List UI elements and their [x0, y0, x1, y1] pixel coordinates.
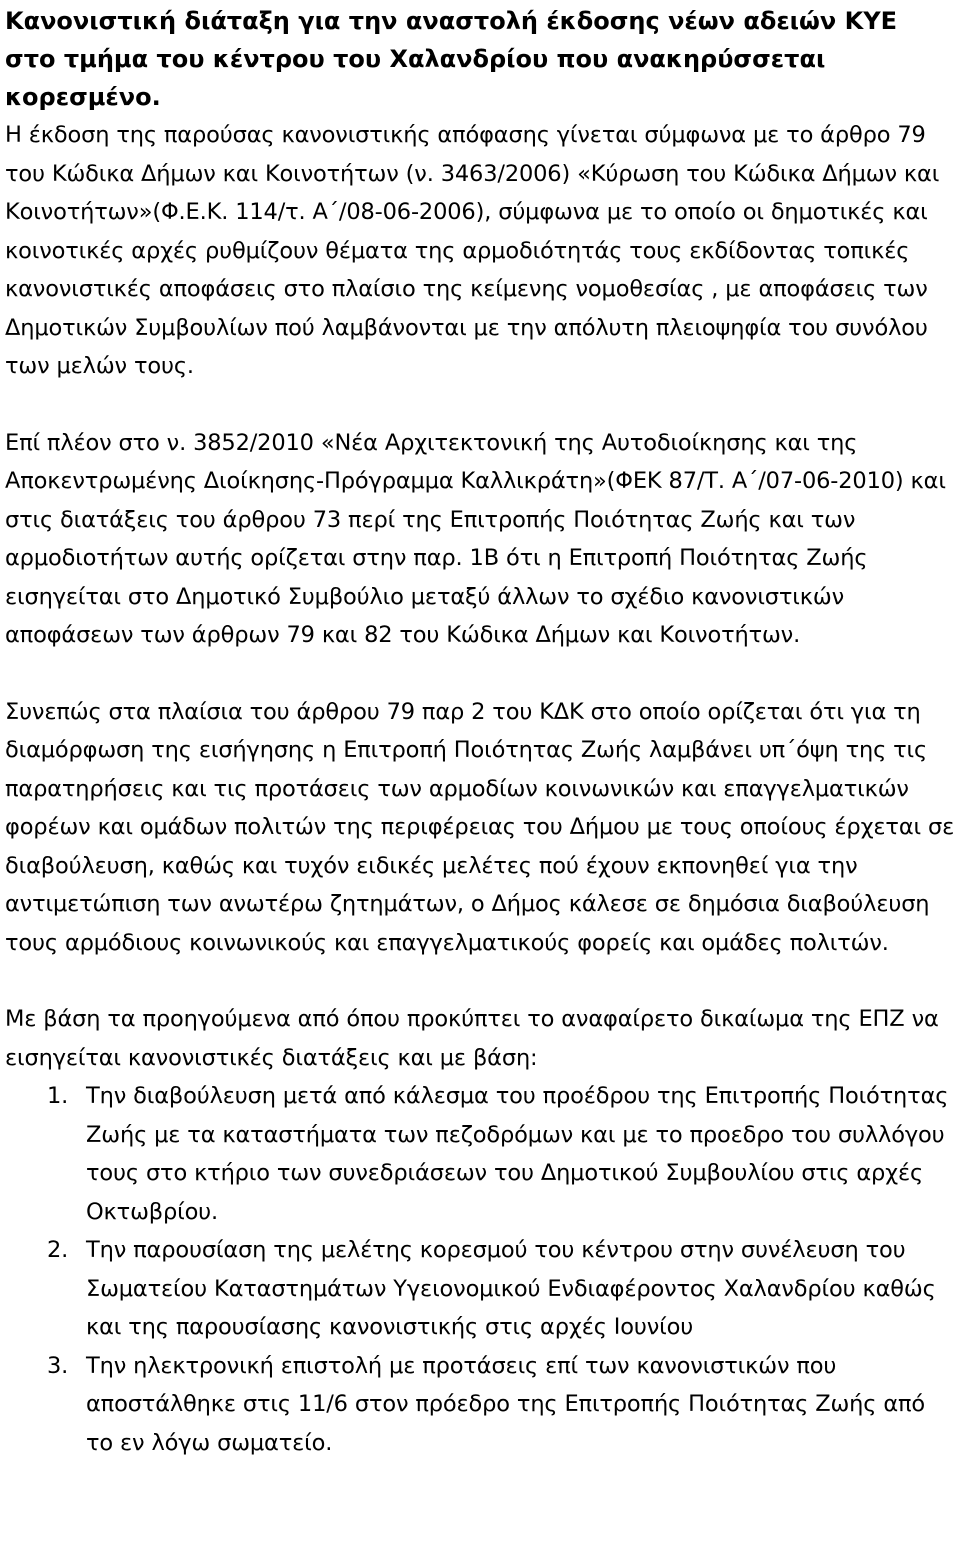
list-item-text: Την παρουσίαση της μελέτης κορεσμού του κέντρου στην συνέλευση του Σωματείου Καταστημάτων Υγειονομικού Ενδιαφέροντος Χαλανδρίου καθώς και της παρουσίασης κανονιστικής στις αρχές Ιουνίου — [86, 1237, 936, 1340]
list-item-text: Την διαβούλευση μετά από κάλεσμα του προέδρου της Επιτροπής Ποιότητας Ζωής με τα καταστήματα των πεζοδρόμων και με το προεδρο του συλλόγου τους στο κτήριο των συνεδριάσεων του Δημοτικού Συμβουλίου στις αρχές Οκτωβρίου. — [86, 1083, 949, 1225]
paragraph-consultation: Συνεπώς στα πλαίσια του άρθρου 79 παρ 2 του ΚΔΚ στο οποίο ορίζεται ότι για τη διαμόρφωση της εισήγησης η Επιτροπή Ποιότητας Ζωής λαμβάνει υπ΄όψη της τις παρατηρήσεις και τις προτάσεις των αρμοδίων κοινωνικών και επαγγελματικών φορέων και ομάδων πολιτών της περιφέρειας του Δήμου με τους οποίους έρχεται σε διαβούλευση, καθώς και τυχόν ειδικές μελέτες πού έχουν εκπονηθεί για την αντιμετώπιση των ανωτέρω ζητημάτων, ο Δήμος κάλεσε σε δημόσια διαβούλευση τους αρμόδιους κοινωνικούς και επαγγελματικούς φορείς και ομάδες πολιτών. — [5, 698, 955, 956]
document-page — [5, 0, 955, 1462]
numbered-list — [5, 1077, 955, 1462]
list-item-number: 2. — [47, 1237, 69, 1263]
list-item-number: 3. — [47, 1352, 69, 1379]
paragraph-legal-basis: Η έκδοση της παρούσας κανονιστικής απόφασης γίνεται σύμφωνα με το άρθρο 79 του Κώδικα Δήμων και Κοινοτήτων (ν. 3463/2006) «Κύρωση του Κώδικα Δήμων και Κοινοτήτων»(Φ.Ε.Κ. 114/τ. Α΄/08-06-2006), σύμφωνα με το οποίο οι δημοτικές και κοινοτικές αρχές ρυθμίζουν θέματα της αρμοδιότητάς τους εκδίδοντας τοπικές κανονιστικές αποφάσεις στο πλαίσιο της κείμενης νομοθεσίας , με αποφάσεις των Δημοτικών Συμβουλίων πού λαμβάνονται με την απόλυτη πλειοψηφία του συνόλου των μελών τους. — [5, 122, 940, 379]
list-item — [5, 1231, 955, 1347]
document-title: Κανονιστική διάταξη για την αναστολή έκδοσης νέων αδειών ΚΥΕ στο τμήμα του κέντρου του Χαλανδρίου που ανακηρύσσεται κορεσμένο. — [5, 7, 897, 111]
paragraph-spacer — [5, 655, 955, 693]
list-item-number: 1. — [47, 1083, 69, 1109]
list-item-text: Την ηλεκτρονική επιστολή με προτάσεις επί των κανονιστικών που αποστάλθηκε στις 11/6 στον πρόεδρο της Επιτροπής Ποιότητας Ζωής από το εν λόγω σωματείο. — [86, 1352, 926, 1456]
paragraph-law-3852: Επί πλέον στο ν. 3852/2010 «Νέα Αρχιτεκτονική της Αυτοδιοίκησης και της Αποκεντρωμένης Διοίκησης-Πρόγραμμα Καλλικράτη»(ΦΕΚ 87/Τ. Α΄/07-06-2010) και στις διατάξεις του άρθρου 73 περί της Επιτροπής Ποιότητας Ζωής και των αρμοδιοτήτων αυτής ορίζεται στην παρ. 1Β ότι η Επιτροπή Ποιότητας Ζωής εισηγείται στο Δημοτικό Συμβούλιο μεταξύ άλλων το σχέδιο κανονιστικών αποφάσεων των άρθρων 79 και 82 του Κώδικα Δήμων και Κοινοτήτων. — [5, 429, 946, 648]
paragraph-basis-intro: Με βάση τα προηγούμενα από όπου προκύπτει το αναφαίρετο δικαίωμα της ΕΠΖ να εισηγείται κανονιστικές διατάξεις και με βάση: — [5, 1006, 939, 1071]
paragraph-spacer — [5, 386, 955, 424]
list-item — [5, 1347, 955, 1463]
paragraph-spacer — [5, 962, 955, 1000]
list-item — [5, 1077, 955, 1231]
